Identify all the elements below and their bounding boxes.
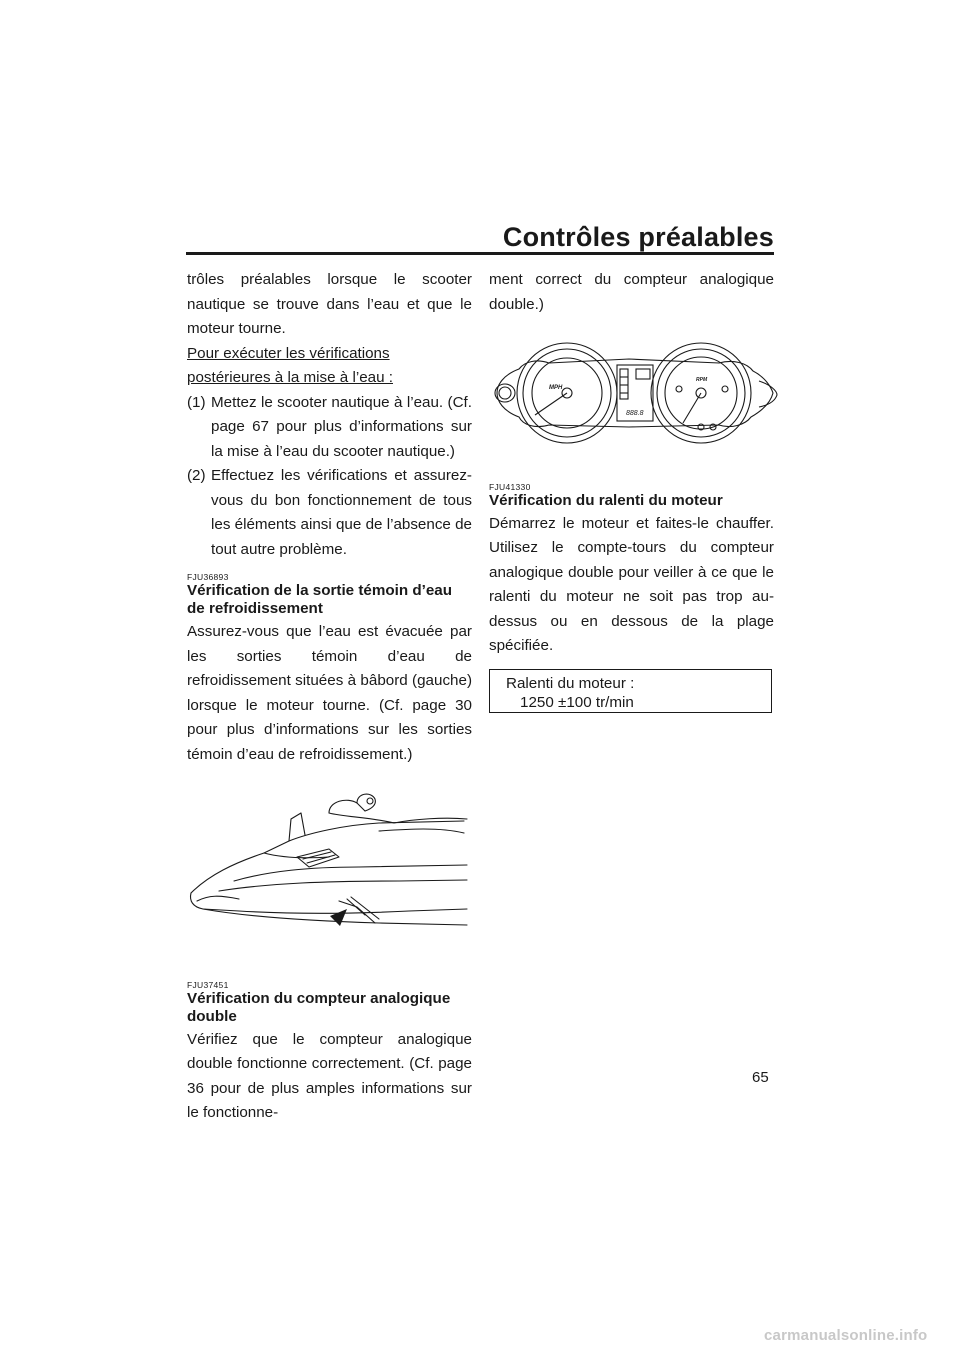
intro-paragraph: trôles préalables lorsque le scooter nautique se trouve dans l’eau et que le moteur tourne.	[187, 271, 472, 337]
list-number: (2)	[187, 467, 206, 484]
section-body-meter: Vérifiez que le compteur analogique double fonctionne correctement. (Cf. page 36 pour de plus amples informations sur le fonctionne-	[187, 1030, 472, 1121]
section-code: FJU36893	[187, 572, 229, 582]
list-text: Mettez le scooter nautique à l’eau. (Cf. page 67 pour plus d’informations sur la mise à l’eau du scooter nautique.)	[211, 393, 472, 460]
continuation-paragraph: ment correct du compteur analogique double.)	[489, 271, 774, 313]
section-body-idle: Démarrez le moteur et faites-le chauffer. Utilisez le compte-tours du compteur analogique double pour veiller à ce que le ralenti du moteur ne soit pas trop au-dessus ou en dessous de la plage spécifiée.	[489, 514, 774, 654]
dual-analog-meter-illustration	[489, 331, 779, 457]
left-column	[187, 268, 472, 1126]
header-rule	[186, 252, 774, 255]
speedo-unit: MPH	[549, 385, 563, 391]
section-code: FJU37451	[187, 979, 229, 990]
section-body-cooling: Assurez-vous que l’eau est évacuée par les sorties témoin d’eau de refroidissement situées à bâbord (gauche) lorsque le moteur tourne. (Cf. page 30 pour plus d’informations sur les sorties témoin d’eau de refroidissement.)	[187, 623, 472, 763]
spec-value: 1250 ±100 tr/min	[520, 693, 634, 711]
list-item	[187, 464, 472, 562]
page-title: Contrôles préalables	[502, 222, 774, 252]
section-code: FJU41330	[489, 481, 531, 492]
list-text: Effectuez les vérifications et assurez-vous du bon fonctionnement de tous les éléments ainsi que de l’absence de tout autre problème.	[211, 467, 472, 558]
tacho-unit: RPM	[696, 377, 708, 383]
spec-box	[489, 669, 772, 713]
list-number: (1)	[187, 393, 206, 411]
watercraft-illustration	[179, 783, 469, 953]
spec-label: Ralenti du moteur :	[506, 674, 635, 692]
lcd-digits: 888.8	[626, 410, 644, 417]
section-title-cooling: Vérification de la sortie témoin d’eau de refroidissement	[187, 582, 453, 617]
right-column	[489, 268, 774, 713]
page-number: 65	[752, 1069, 769, 1086]
list-item	[187, 391, 472, 465]
procedure-subheading: Pour exécuter les vérifications postérieures à la mise à l’eau :	[187, 344, 393, 386]
section-title-meter: Vérification du compteur analogique double	[187, 989, 451, 1025]
section-title-idle: Vérification du ralenti du moteur	[489, 491, 723, 509]
watermark: carmanualsonline.info	[764, 1327, 928, 1344]
